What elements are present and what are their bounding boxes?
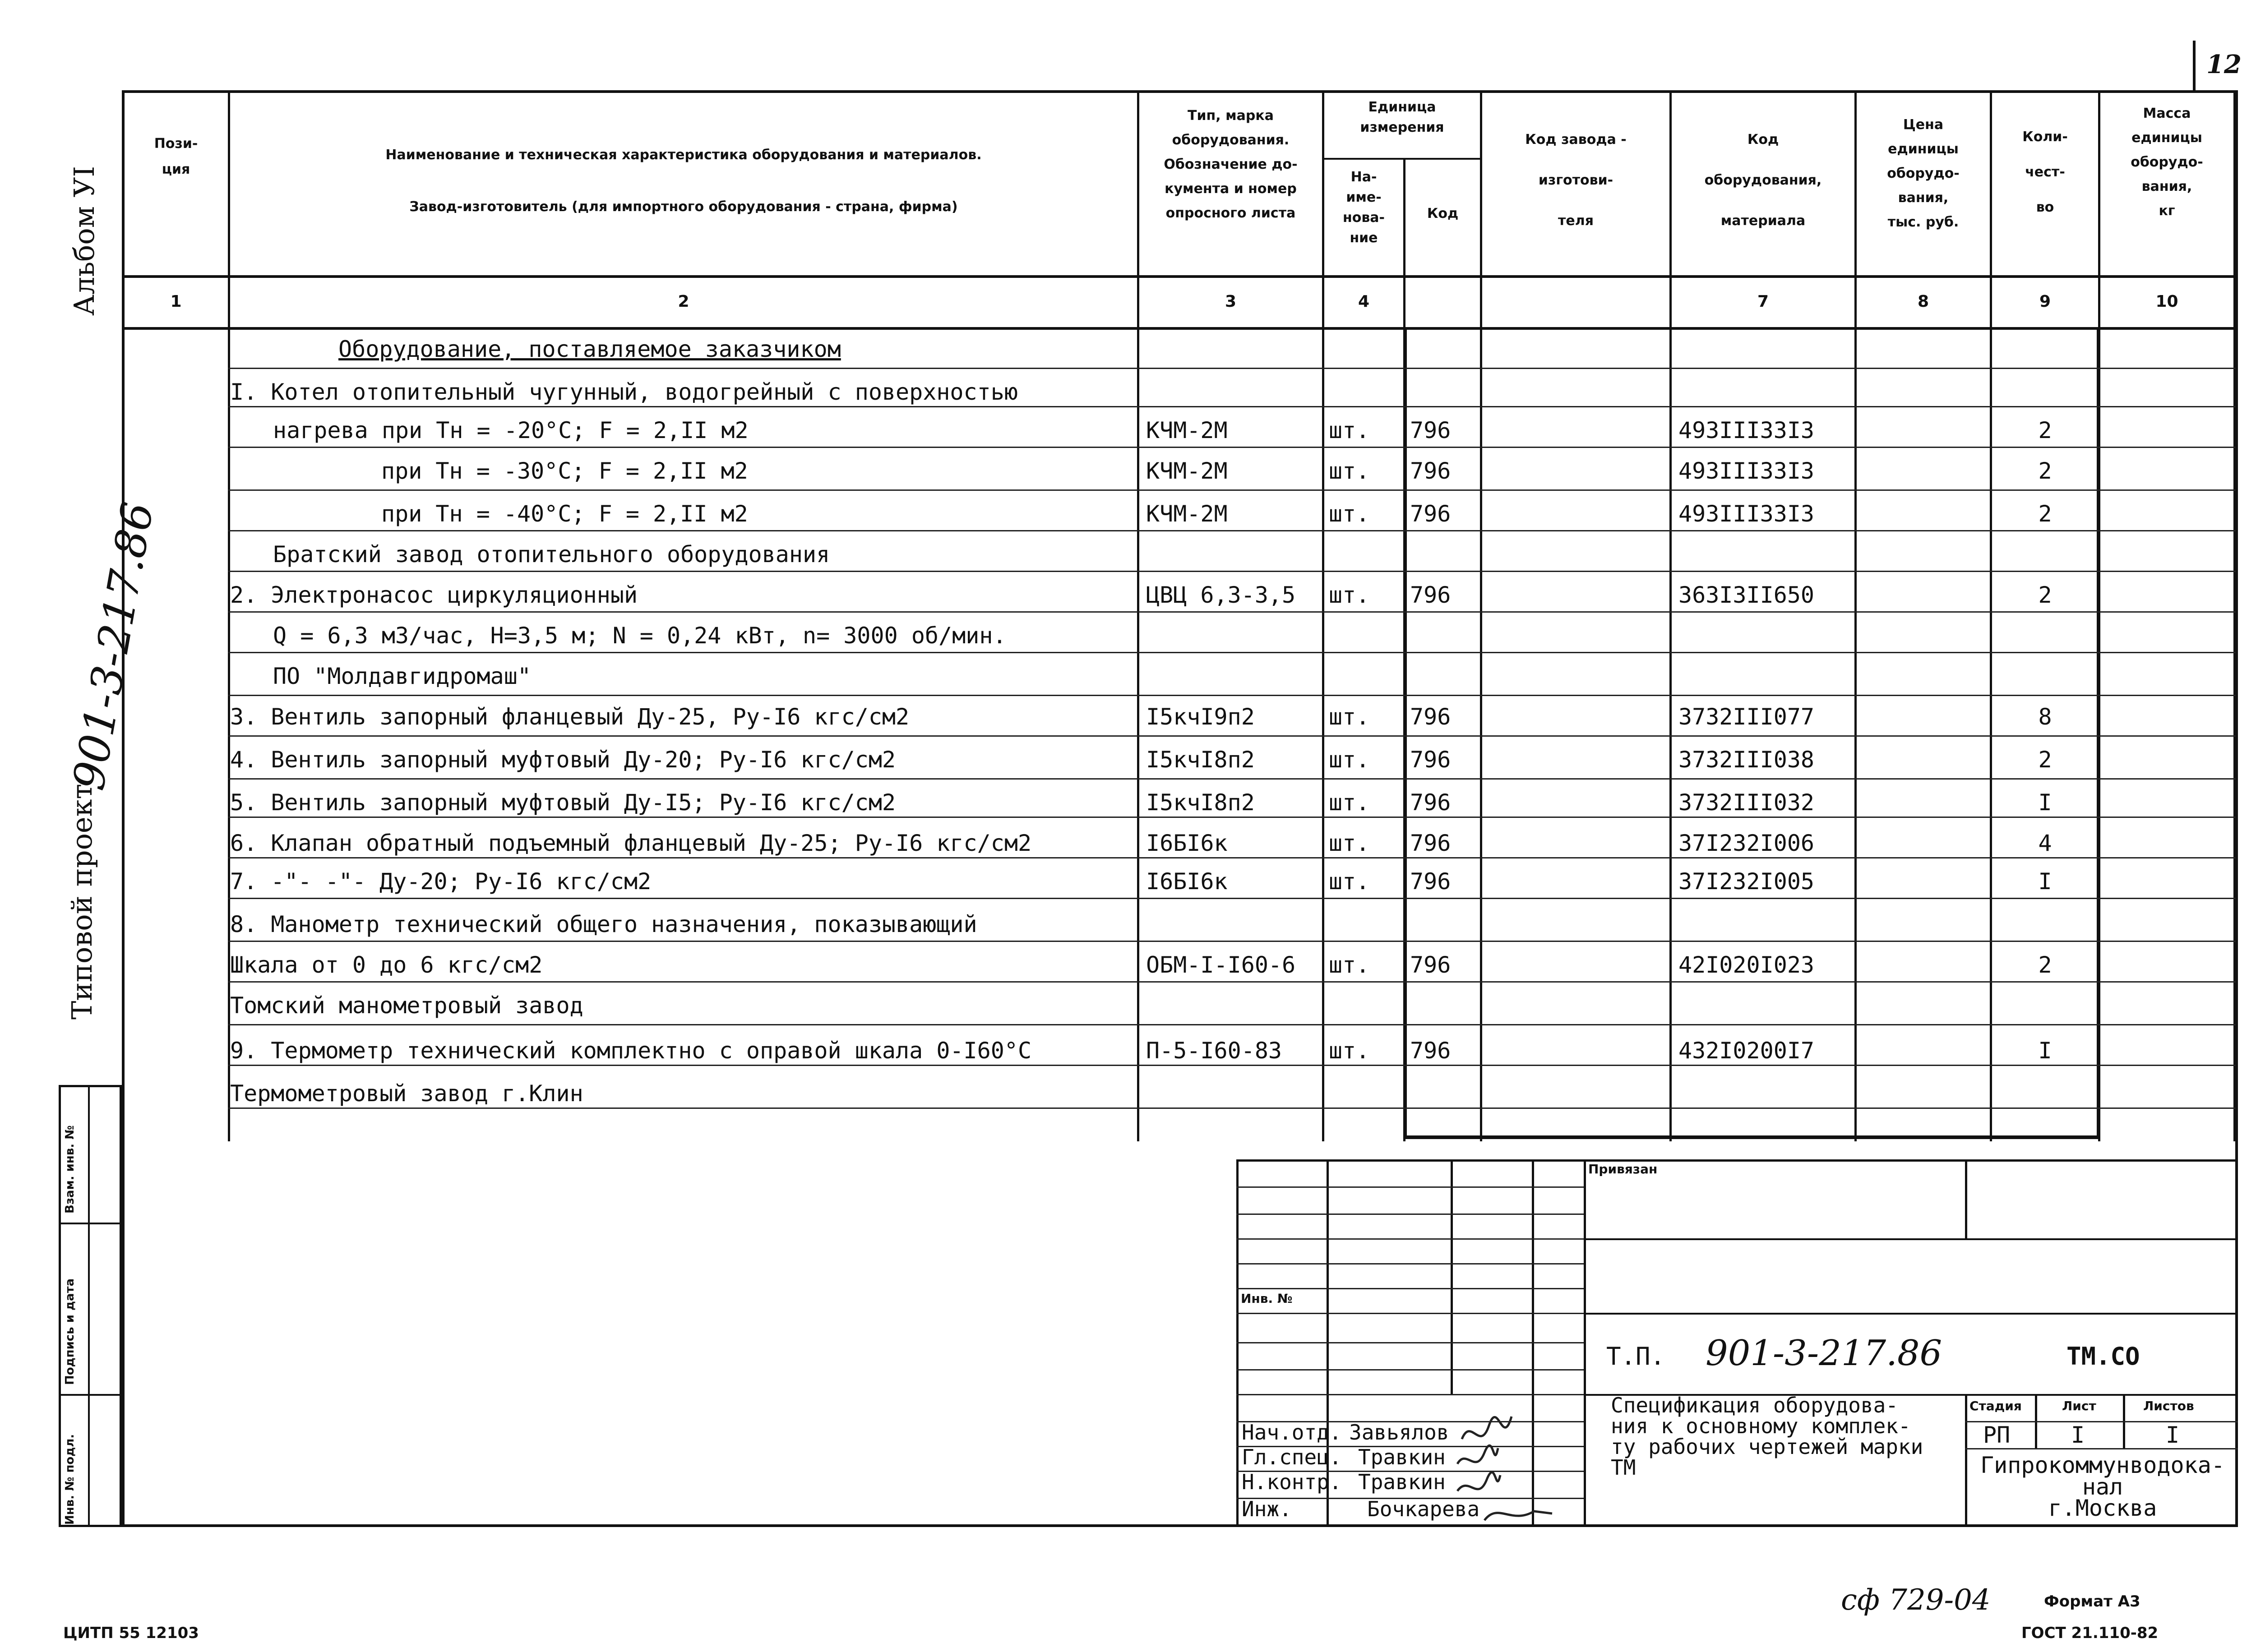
row-name: 8. Манометр технический общего назначения, показывающий xyxy=(230,911,977,937)
tp-label: Т.П. xyxy=(1606,1342,1665,1371)
footer-format: Формат А3 xyxy=(2044,1592,2140,1610)
row-equip-code: 493III33I3 xyxy=(1678,458,1815,484)
spec-description: Спецификация оборудова- ния к основному комплек- ту рабочих чертежей марки ТМ xyxy=(1611,1393,1923,1480)
header-c8: Цена единицы оборудо- вания, тыс. руб. xyxy=(1887,117,1960,230)
row-code: 796 xyxy=(1410,704,1451,730)
row-code: 796 xyxy=(1410,830,1451,856)
row-name: ПО "Молдавгидромаш" xyxy=(273,663,531,689)
doc-code: ТМ.СО xyxy=(2066,1342,2140,1371)
row-equip-code: 3732III032 xyxy=(1678,789,1815,816)
margin-album: Альбом УI xyxy=(68,166,101,316)
signer-2-name: Травкин xyxy=(1358,1470,1446,1494)
row-type: КЧМ-2М xyxy=(1146,458,1228,484)
footer-gost: ГОСТ 21.110-82 xyxy=(2021,1624,2159,1642)
header-c9: Коли- чест- во xyxy=(2022,129,2068,215)
colnum-7: 7 xyxy=(1757,292,1769,311)
privyazan-label: Привязан xyxy=(1588,1162,1658,1177)
sheet-value: I xyxy=(2071,1422,2085,1448)
header-c1: Пози- ция xyxy=(154,136,198,177)
row-name: Термометровый завод г.Клин xyxy=(230,1080,583,1107)
signer-3-name: Бочкарева xyxy=(1367,1497,1480,1521)
row-unit: шт. xyxy=(1329,458,1370,484)
row-qty: 8 xyxy=(2038,704,2052,730)
row-name: при Тн = -40°С; F = 2,II м2 xyxy=(381,501,748,527)
row-type: I5кчI9п2 xyxy=(1146,704,1255,730)
row-unit: шт. xyxy=(1329,501,1370,527)
sheets-value: I xyxy=(2166,1422,2180,1448)
row-name: Q = 6,3 м3/час, Н=3,5 м; N = 0,24 кВт, n= 3000 об/мин. xyxy=(273,623,1007,649)
row-type: I6БI6к xyxy=(1146,868,1228,895)
header-c6: Код завода - изготови- теля xyxy=(1525,132,1627,229)
header-c2-line2: Завод-изготовитель (для импортного оборудования - страна, фирма) xyxy=(409,199,958,215)
row-equip-code: 493III33I3 xyxy=(1678,501,1815,527)
stage-label: Стадия xyxy=(1969,1398,2022,1413)
row-code: 796 xyxy=(1410,458,1451,484)
row-name: 5. Вентиль запорный муфтовый Ду-I5; Ру-I6 кгс/см2 xyxy=(230,789,896,816)
inv-no-label: Инв. № xyxy=(1241,1291,1293,1306)
row-unit: шт. xyxy=(1329,747,1370,773)
header-c10: Масса единицы оборудо- вания, кг xyxy=(2131,106,2203,219)
row-qty: 2 xyxy=(2038,501,2052,527)
row-code: 796 xyxy=(1410,582,1451,608)
row-code: 796 xyxy=(1410,952,1451,978)
row-name: Братский завод отопительного оборудования xyxy=(273,541,830,568)
margin-vzam: Взам. инв. № xyxy=(63,1125,77,1214)
row-name: 3. Вентиль запорный фланцевый Ду-25, Ру-I6 кгс/см2 xyxy=(230,704,910,730)
row-type: КЧМ-2М xyxy=(1146,417,1228,443)
header-c4: На- име- нова- ние xyxy=(1342,169,1385,246)
signature-scribbles xyxy=(1444,1398,1597,1529)
margin-podpis: Подпись и дата xyxy=(63,1278,77,1385)
signer-0-role: Нач.отд. xyxy=(1242,1420,1342,1444)
sheets-label: Листов xyxy=(2143,1398,2194,1413)
signer-0-name: Завьялов xyxy=(1349,1420,1449,1444)
row-type: ОБМ-I-I60-6 xyxy=(1146,952,1296,978)
header-c7: Код оборудования, материала xyxy=(1704,132,1822,229)
sheet-label: Лист xyxy=(2062,1398,2096,1413)
row-qty: I xyxy=(2038,789,2052,816)
margin-project-type: Типовой проект xyxy=(65,784,98,1020)
row-code: 796 xyxy=(1410,747,1451,773)
row-qty: 2 xyxy=(2038,458,2052,484)
colnum-8: 8 xyxy=(1917,292,1929,311)
tp-number: 901-3-217.86 xyxy=(1706,1333,1942,1374)
row-name: 7. -"- -"- Ду-20; Ру-I6 кгс/см2 xyxy=(230,868,652,895)
margin-project-number: 901-3-217.86 xyxy=(63,498,164,794)
row-equip-code: 3732III038 xyxy=(1678,747,1815,773)
row-name: при Тн = -30°С; F = 2,II м2 xyxy=(381,458,748,484)
row-qty: 2 xyxy=(2038,952,2052,978)
bold-data-box xyxy=(1403,327,2100,1139)
row-qty: 2 xyxy=(2038,747,2052,773)
signer-2-role: Н.контр. xyxy=(1242,1470,1342,1494)
row-unit: шт. xyxy=(1329,789,1370,816)
colnum-1: 1 xyxy=(170,292,182,311)
colnum-3: 3 xyxy=(1225,292,1237,311)
row-qty: I xyxy=(2038,1038,2052,1064)
row-type: П-5-I60-83 xyxy=(1146,1038,1282,1064)
row-equip-code: 363I3II650 xyxy=(1678,582,1815,608)
row-code: 796 xyxy=(1410,789,1451,816)
row-code: 796 xyxy=(1410,501,1451,527)
row-unit: шт. xyxy=(1329,582,1370,608)
row-qty: I xyxy=(2038,868,2052,895)
row-code: 796 xyxy=(1410,868,1451,895)
row-equip-code: 37I232I006 xyxy=(1678,830,1815,856)
row-type: ЦВЦ 6,3-3,5 xyxy=(1146,582,1296,608)
row-type: I5кчI8п2 xyxy=(1146,789,1255,816)
sheet-corner-number: 12 xyxy=(2206,50,2242,79)
signer-1-role: Гл.спец. xyxy=(1242,1445,1342,1469)
row-name: 6. Клапан обратный подъемный фланцевый Ду-25; Ру-I6 кгс/см2 xyxy=(230,830,1032,856)
row-equip-code: 37I232I005 xyxy=(1678,868,1815,895)
colnum-4: 4 xyxy=(1358,292,1370,311)
header-c3: Тип, марка оборудования. Обозначение до- кумента и номер опросного листа xyxy=(1164,108,1298,221)
row-unit: шт. xyxy=(1329,704,1370,730)
row-equip-code: 3732III077 xyxy=(1678,704,1815,730)
signer-1-name: Травкин xyxy=(1358,1445,1446,1469)
footer-left: ЦИТП 55 12103 xyxy=(63,1624,199,1642)
row-qty: 4 xyxy=(2038,830,2052,856)
row-unit: шт. xyxy=(1329,1038,1370,1064)
margin-inv: Инв. № подл. xyxy=(63,1434,77,1525)
row-code: 796 xyxy=(1410,417,1451,443)
row-type: I6БI6к xyxy=(1146,830,1228,856)
row-equip-code: 493III33I3 xyxy=(1678,417,1815,443)
row-code: 796 xyxy=(1410,1038,1451,1064)
row-equip-code: 432I0200I7 xyxy=(1678,1038,1815,1064)
row-name: I. Котел отопительный чугунный, водогрейный с поверхностью xyxy=(230,379,1018,405)
row-unit: шт. xyxy=(1329,417,1370,443)
section-title: Оборудование, поставляемое заказчиком xyxy=(338,336,841,362)
row-name: 2. Электронасос циркуляционный xyxy=(230,582,638,608)
row-unit: шт. xyxy=(1329,830,1370,856)
colnum-10: 10 xyxy=(2155,292,2178,311)
colnum-2: 2 xyxy=(678,292,689,311)
header-unit-group: Единица измерения xyxy=(1360,99,1444,135)
row-type: КЧМ-2М xyxy=(1146,501,1228,527)
stage-value: РП xyxy=(1983,1422,2011,1448)
row-unit: шт. xyxy=(1329,952,1370,978)
row-name: Шкала от 0 до 6 кгс/см2 xyxy=(230,952,543,978)
footer-handwritten: сф 729-04 xyxy=(1841,1583,1991,1617)
row-unit: шт. xyxy=(1329,868,1370,895)
organization: Гипрокоммунводока- нал г.Москва xyxy=(1980,1452,2225,1521)
row-name: 9. Термометр технический комплектно с оправой шкала 0-I60°С xyxy=(230,1038,1032,1064)
row-name: Томский манометровый завод xyxy=(230,992,583,1019)
row-name: нагрева при Тн = -20°С; F = 2,II м2 xyxy=(273,417,749,443)
row-qty: 2 xyxy=(2038,417,2052,443)
row-qty: 2 xyxy=(2038,582,2052,608)
row-equip-code: 42I020I023 xyxy=(1678,952,1815,978)
colnum-9: 9 xyxy=(2039,292,2051,311)
header-c2-line1: Наименование и техническая характеристика оборудования и материалов. xyxy=(385,147,982,163)
signer-3-role: Инж. xyxy=(1242,1497,1292,1521)
row-name: 4. Вентиль запорный муфтовый Ду-20; Ру-I6 кгс/см2 xyxy=(230,747,896,773)
header-c5: Код xyxy=(1427,206,1459,221)
row-type: I5кчI8п2 xyxy=(1146,747,1255,773)
